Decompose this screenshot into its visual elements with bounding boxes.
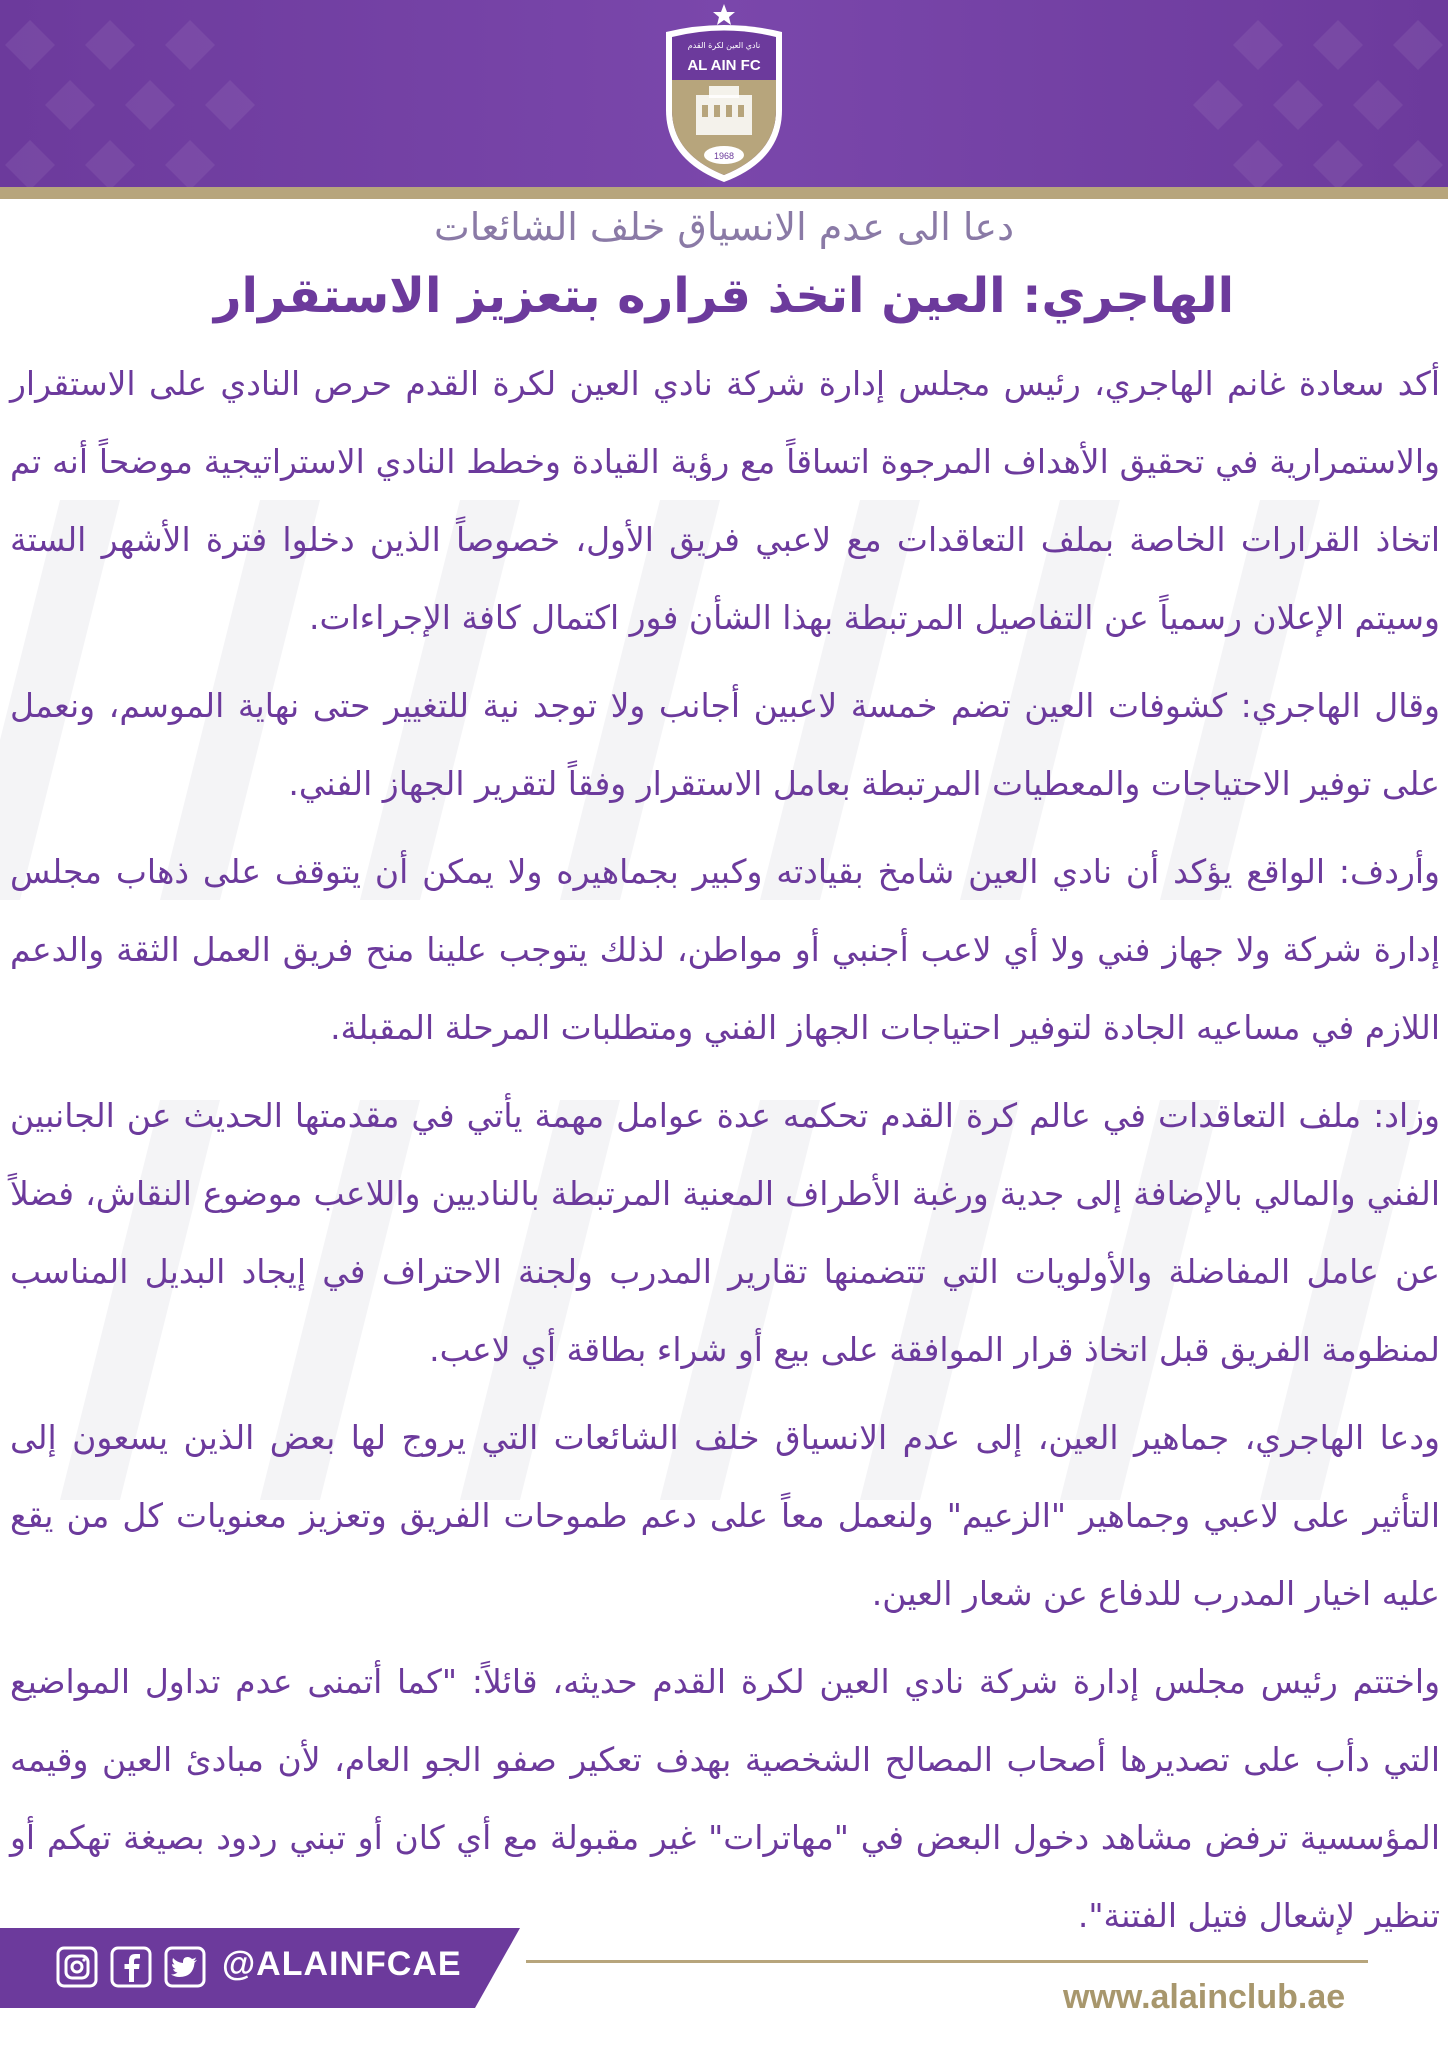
- article-paragraph: وزاد: ملف التعاقدات في عالم كرة القدم تحكمه عدة عوامل مهمة يأتي في مقدمتها الحديث عن الجانبين الفني والمالي بالإضافة إلى جدية ورغبة الأطراف المعنية المرتبطة بالناديين واللاعب موضوع النقاش، فضلاً عن عامل المفاضلة والأولويات التي تتضمنها تقارير المدرب ولجنة الاحتراف في إيجاد البديل المناسب لمنظومة الفريق قبل اتخاذ قرار الموافقة على بيع أو شراء بطاقة أي لاعب.: [10, 1096, 1440, 1369]
- facebook-icon[interactable]: [110, 1946, 152, 1988]
- article-paragraph: واختتم رئيس مجلس إدارة شركة نادي العين لكرة القدم حديثه، قائلاً: "كما أتمنى عدم تداول المواضيع التي دأب على تصديرها أصحاب المصالح الشخصية بهدف تعكير صفو الجو العام، لأن مبادئ العين وقيمه المؤسسية ترفض مشاهد دخول البعض في "مهاترات" غير مقبولة مع أي كان أو تبني ردود بصيغة تهكم أو تنظير لإشعال فتيل الفتنة".: [10, 1662, 1440, 1935]
- instagram-icon[interactable]: [56, 1946, 98, 1988]
- crest-club-name: AL AIN FC: [687, 57, 761, 74]
- crest-arabic-text: نادي العين لكرة القدم: [687, 41, 761, 50]
- article-paragraph: وأردف: الواقع يؤكد أن نادي العين شامخ بقيادته وكبير بجماهيره ولا يمكن أن يتوقف على ذهاب مجلس إدارة شركة ولا جهاز فني ولا أي لاعب أجنبي أو مواطن، لذلك يتوجب علينا منح فريق العمل الثقة والدعم اللازم في مساعيه الجادة لتوفير احتياجات الجهاز الفني ومتطلبات المرحلة المقبلة.: [10, 852, 1440, 1047]
- article-title: الهاجري: العين اتخذ قراره بتعزيز الاستقرار: [213, 268, 1235, 324]
- social-handle[interactable]: @ALAINFCAE: [222, 1945, 462, 1983]
- article-body: [10, 345, 1440, 1965]
- article-paragraph: ودعا الهاجري، جماهير العين، إلى عدم الانسياق خلف الشائعات التي يروج لها بعض الذين يسعون إلى التأثير على لاعبي وجماهير "الزعيم" ولنعمل معاً على دعم طموحات الفريق وتعزيز معنويات كل من يقع عليه اخيار المدرب للدفاع عن شعار العين.: [10, 1418, 1440, 1613]
- article-paragraph: وقال الهاجري: كشوفات العين تضم خمسة لاعبين أجانب ولا توجد نية للتغيير حتى نهاية الموسم، ونعمل على توفير الاحتياجات والمعطيات المرتبطة بعامل الاستقرار وفقاً لتقرير الجهاز الفني.: [10, 686, 1440, 803]
- al-ain-fc-crest-icon: [654, 0, 794, 190]
- article-subtitle: دعا الى عدم الانسياق خلف الشائعات: [433, 205, 1015, 249]
- website-link[interactable]: www.alainclub.ae: [1063, 1978, 1346, 2016]
- twitter-icon[interactable]: [164, 1946, 206, 1988]
- footer-divider: [526, 1960, 1368, 1963]
- article-paragraph: أكد سعادة غانم الهاجري، رئيس مجلس إدارة شركة نادي العين لكرة القدم حرص النادي على الاستقرار والاستمرارية في تحقيق الأهداف المرجوة اتساقاً مع رؤية القيادة وخطط النادي الاستراتيجية موضحاً أنه تم اتخاذ القرارات الخاصة بملف التعاقدات مع لاعبي فريق الأول، خصوصاً الذين دخلوا فترة الأشهر الستة وسيتم الإعلان رسمياً عن التفاصيل المرتبطة بهذا الشأن فور اكتمال كافة الإجراءات.: [10, 364, 1440, 637]
- crest-founded-year: 1968: [713, 151, 735, 161]
